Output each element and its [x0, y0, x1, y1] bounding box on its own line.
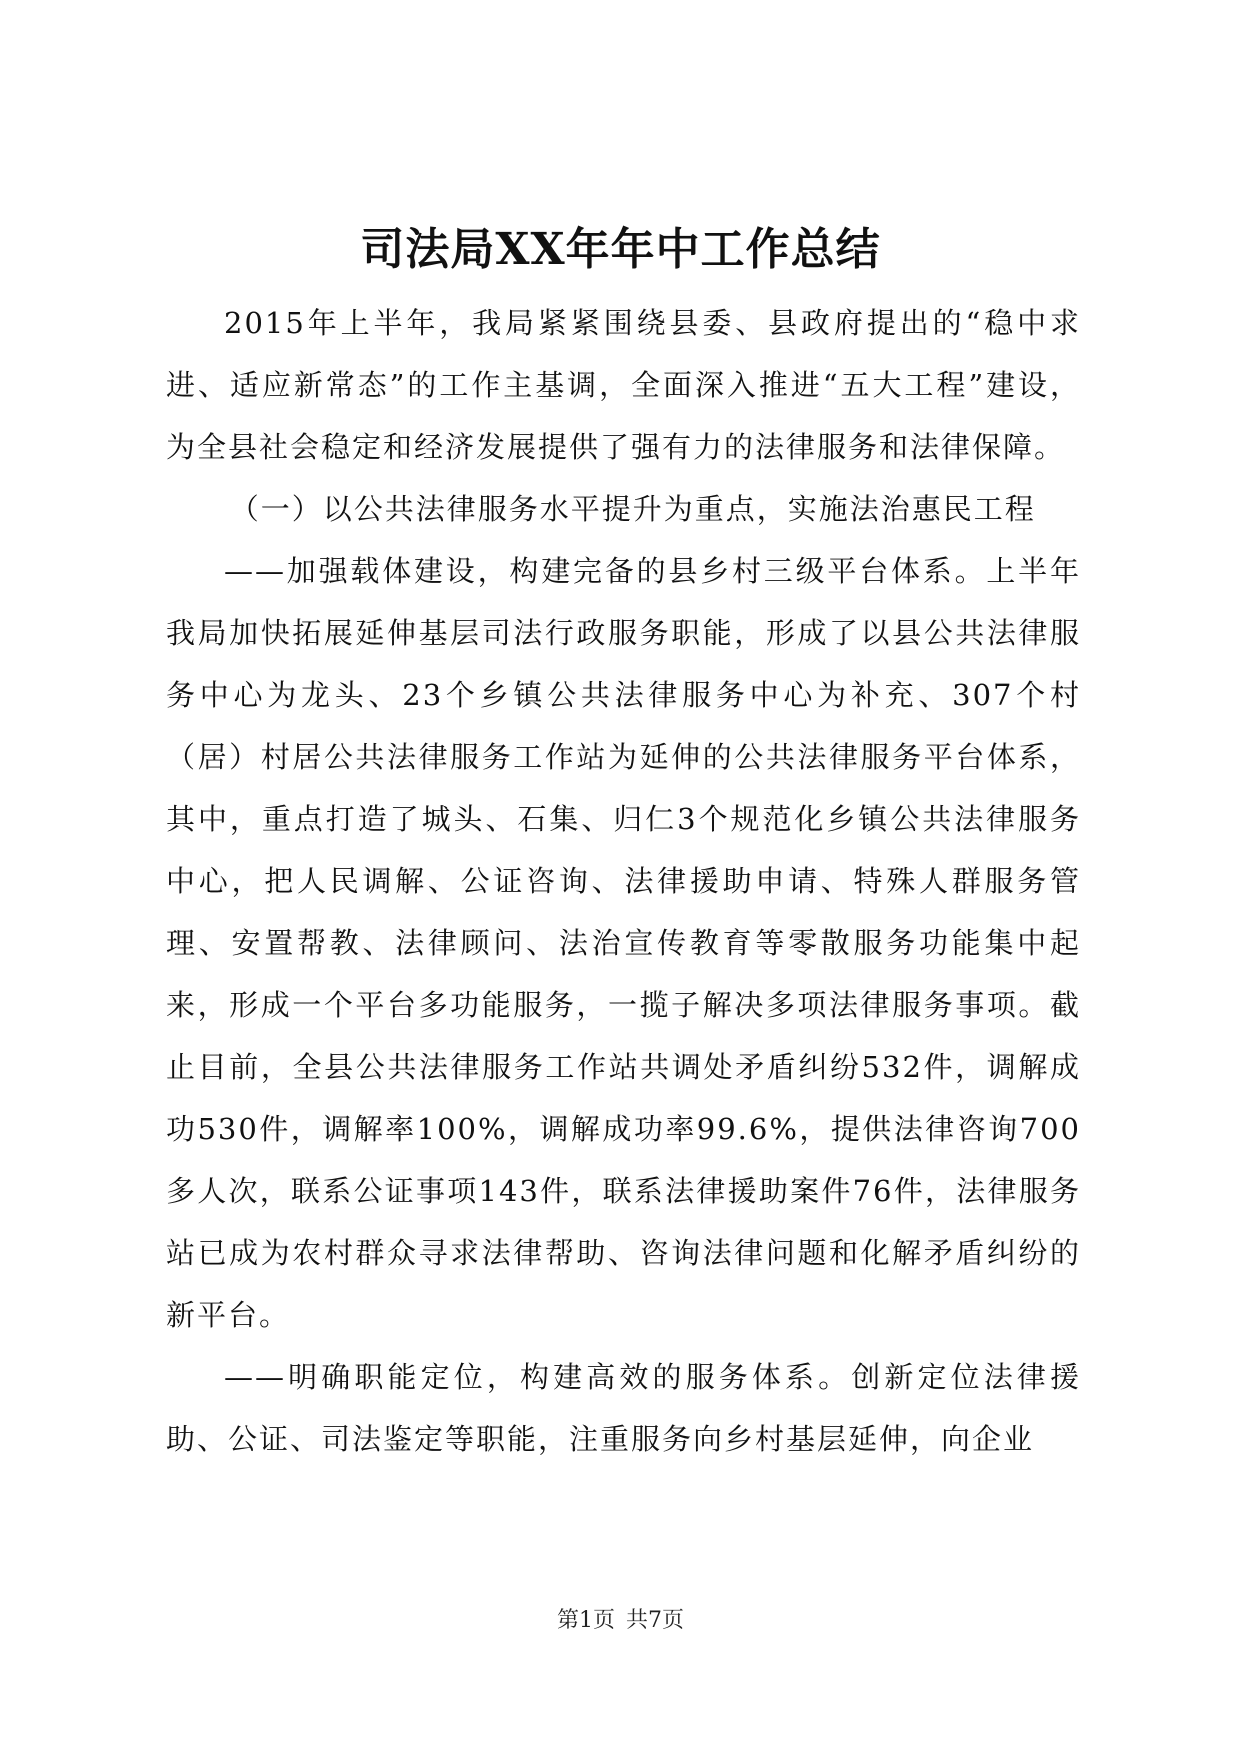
page-footer — [0, 1606, 1241, 1636]
page-title: 司法局XX年年中工作总结 — [360, 224, 881, 275]
total-pages: 共7页 — [626, 1608, 684, 1633]
paragraph-service: ——明确职能定位，构建高效的服务体系。创新定位法律援助、公证、司法鉴定等职能，注重服务向乡村基层延伸，向企业 — [166, 1360, 1081, 1456]
section-heading: （一）以公共法律服务水平提升为重点，实施法治惠民工程 — [229, 492, 1036, 526]
paragraph-intro: 2015年上半年，我局紧紧围绕县委、县政府提出的“稳中求进、适应新常态”的工作主基调，全面深入推进“五大工程”建设，为全县社会稳定和经济发展提供了强有力的法律服务和法律保障。 — [166, 306, 1081, 464]
page-number: 第1页 — [557, 1608, 615, 1633]
paragraph-platform: ——加强载体建设，构建完备的县乡村三级平台体系。上半年我局加快拓展延伸基层司法行政服务职能，形成了以县公共法律服务中心为龙头、23个乡镇公共法律服务中心为补充、307个村（居）村居公共法律服务工作站为延伸的公共法律服务平台体系，其中，重点打造了城头、石集、归仁3个规范化乡镇公共法律服务中心，把人民调解、公证咨询、法律援助申请、特殊人群服务管理、安置帮教、法律顾问、法治宣传教育等零散服务功能集中起来，形成一个平台多功能服务，一揽子解决多项法律服务事项。截止目前，全县公共法律服务工作站共调处矛盾纠纷532件，调解成功530件，调解率100%，调解成功率99.6%，提供法律咨询700多人次，联系公证事项143件，联系法律援助案件76件，法律服务站已成为农村群众寻求法律帮助、咨询法律问题和化解矛盾纠纷的新平台。 — [166, 554, 1081, 1332]
document-body — [166, 292, 1081, 1470]
